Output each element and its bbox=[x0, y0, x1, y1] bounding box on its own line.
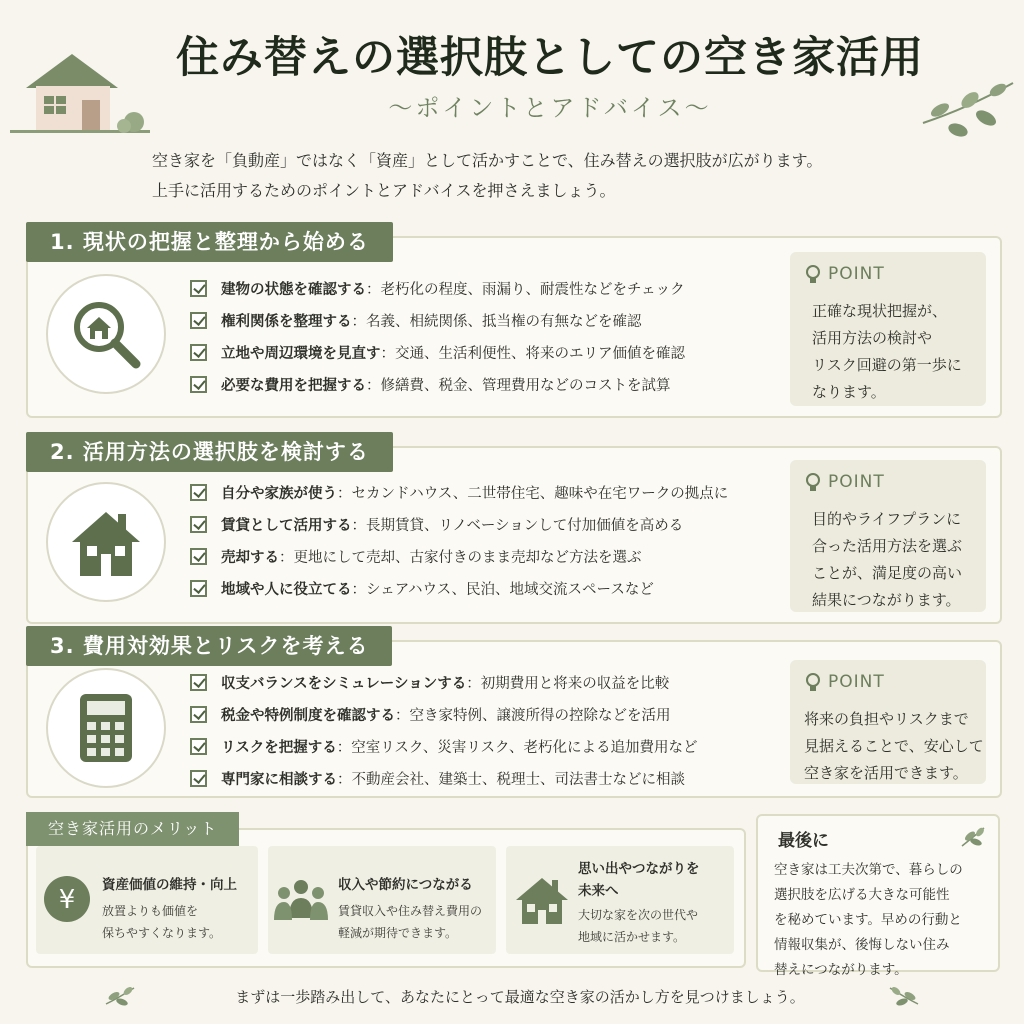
lightbulb-icon bbox=[804, 671, 822, 693]
merit-card bbox=[36, 846, 258, 954]
point-text: 目的やライフプランに 合った活用方法を選ぶ ことが、満足度の高い 結果につながります。 bbox=[812, 510, 963, 609]
page-subtitle: 〜ポイントとアドバイス〜 bbox=[388, 94, 712, 122]
leaf-icon bbox=[958, 824, 988, 850]
checkbox-icon bbox=[190, 674, 207, 691]
checkbox-icon bbox=[190, 548, 207, 565]
section-cost-risk bbox=[26, 634, 1002, 798]
leaf-icon bbox=[104, 984, 136, 1008]
checklist-item: 税金や特例制度を確認する：空き家特例、譲渡所得の控除などを活用 bbox=[190, 700, 697, 732]
checklist-item: 収支バランスをシミュレーションする：初期費用と将来の収益を比較 bbox=[190, 668, 697, 700]
magnifier-house-icon bbox=[46, 274, 166, 394]
checklist-item: 売却する：更地にして売却、古家付きのまま売却など方法を選ぶ bbox=[190, 542, 728, 574]
section-heading: 1. 現状の把握と整理から始める bbox=[26, 222, 393, 262]
point-text: 正確な現状把握が、 活用方法の検討や リスク回避の第一歩に なります。 bbox=[812, 302, 962, 401]
merit-desc: 放置よりも価値を 保ちやすくなります。 bbox=[102, 904, 222, 940]
merits-heading: 空き家活用のメリット bbox=[26, 812, 239, 846]
house-icon bbox=[46, 482, 166, 602]
svg-text:¥: ¥ bbox=[58, 885, 76, 915]
leaf-branch-decoration bbox=[918, 78, 1018, 148]
checklist-item: 賃貸として活用する：長期賃貸、リノベーションして付加価値を高める bbox=[190, 510, 728, 542]
checklist-item: 専門家に相談する：不動産会社、建築士、税理士、司法書士などに相談 bbox=[190, 764, 697, 796]
merit-desc: 大切な家を次の世代や 地域に活かせます。 bbox=[578, 908, 699, 944]
checkbox-icon bbox=[190, 344, 207, 361]
section-current-status bbox=[26, 230, 1002, 418]
point-box bbox=[790, 460, 986, 612]
point-text: 将来の負担やリスクまで 見据えることで、安心して 空き家を活用できます。 bbox=[804, 710, 984, 782]
point-label: POINT bbox=[828, 472, 885, 492]
checklist-item: 必要な費用を把握する：修繕費、税金、管理費用などのコストを試算 bbox=[190, 370, 685, 402]
checkbox-icon bbox=[190, 580, 207, 597]
closing-panel bbox=[756, 814, 1000, 978]
header-house-illustration bbox=[10, 48, 150, 138]
lightbulb-icon bbox=[804, 471, 822, 493]
section-heading: 3. 費用対効果とリスクを考える bbox=[26, 626, 392, 666]
merit-title: 思い出やつながりを 未来へ bbox=[578, 861, 700, 899]
yen-icon bbox=[42, 874, 92, 924]
merit-card bbox=[268, 846, 496, 954]
checkbox-icon bbox=[190, 312, 207, 329]
merit-card bbox=[506, 846, 734, 954]
closing-title: 最後に bbox=[778, 831, 829, 851]
checkbox-icon bbox=[190, 738, 207, 755]
point-box bbox=[790, 252, 986, 406]
checkbox-icon bbox=[190, 280, 207, 297]
checklist-item: 権利関係を整理する：名義、相続関係、抵当権の有無などを確認 bbox=[190, 306, 685, 338]
point-box bbox=[790, 660, 986, 784]
checkbox-icon bbox=[190, 770, 207, 787]
checklist-item: リスクを把握する：空室リスク、災害リスク、老朽化による追加費用など bbox=[190, 732, 697, 764]
lightbulb-icon bbox=[804, 263, 822, 285]
people-icon bbox=[272, 878, 330, 922]
checklist-item: 建物の状態を確認する：老朽化の程度、雨漏り、耐震性などをチェック bbox=[190, 274, 685, 306]
merit-title: 収入や節約につながる bbox=[338, 877, 473, 893]
point-label: POINT bbox=[828, 672, 885, 692]
checkbox-icon bbox=[190, 516, 207, 533]
checklist-item: 自分や家族が使う：セカンドハウス、二世帯住宅、趣味や在宅ワークの拠点に bbox=[190, 478, 728, 510]
page-title: 住み替えの選択肢としての空き家活用 bbox=[176, 33, 924, 83]
calculator-icon bbox=[46, 668, 166, 788]
house-icon bbox=[514, 874, 570, 926]
merit-title: 資産価値の維持・向上 bbox=[102, 877, 237, 893]
footer-message: まずは一歩踏み出して、あなたにとって最適な空き家の活かし方を見つけましょう。 bbox=[235, 988, 805, 1006]
checkbox-icon bbox=[190, 376, 207, 393]
intro-text bbox=[152, 146, 952, 206]
merit-desc: 賃貸収入や住み替え費用の 軽減が期待できます。 bbox=[338, 904, 483, 940]
intro-line: 上手に活用するためのポイントとアドバイスを押さえましょう。 bbox=[152, 181, 616, 200]
point-label: POINT bbox=[828, 264, 885, 284]
section-heading: 2. 活用方法の選択肢を検討する bbox=[26, 432, 393, 472]
checklist-item: 立地や周辺環境を見直す：交通、生活利便性、将来のエリア価値を確認 bbox=[190, 338, 685, 370]
section-options bbox=[26, 440, 1002, 624]
intro-line: 空き家を「負動産」ではなく「資産」として活かすことで、住み替えの選択肢が広がります。 bbox=[152, 151, 823, 170]
leaf-icon bbox=[888, 984, 920, 1008]
checkbox-icon bbox=[190, 484, 207, 501]
closing-text: 空き家は工夫次第で、暮らしの 選択肢を広げる大きな可能性 を秘めています。早めの行動と 情報収集が、後悔しない住み 替えにつながります。 bbox=[774, 862, 963, 978]
checkbox-icon bbox=[190, 706, 207, 723]
checklist-item: 地域や人に役立てる：シェアハウス、民泊、地域交流スペースなど bbox=[190, 574, 728, 606]
